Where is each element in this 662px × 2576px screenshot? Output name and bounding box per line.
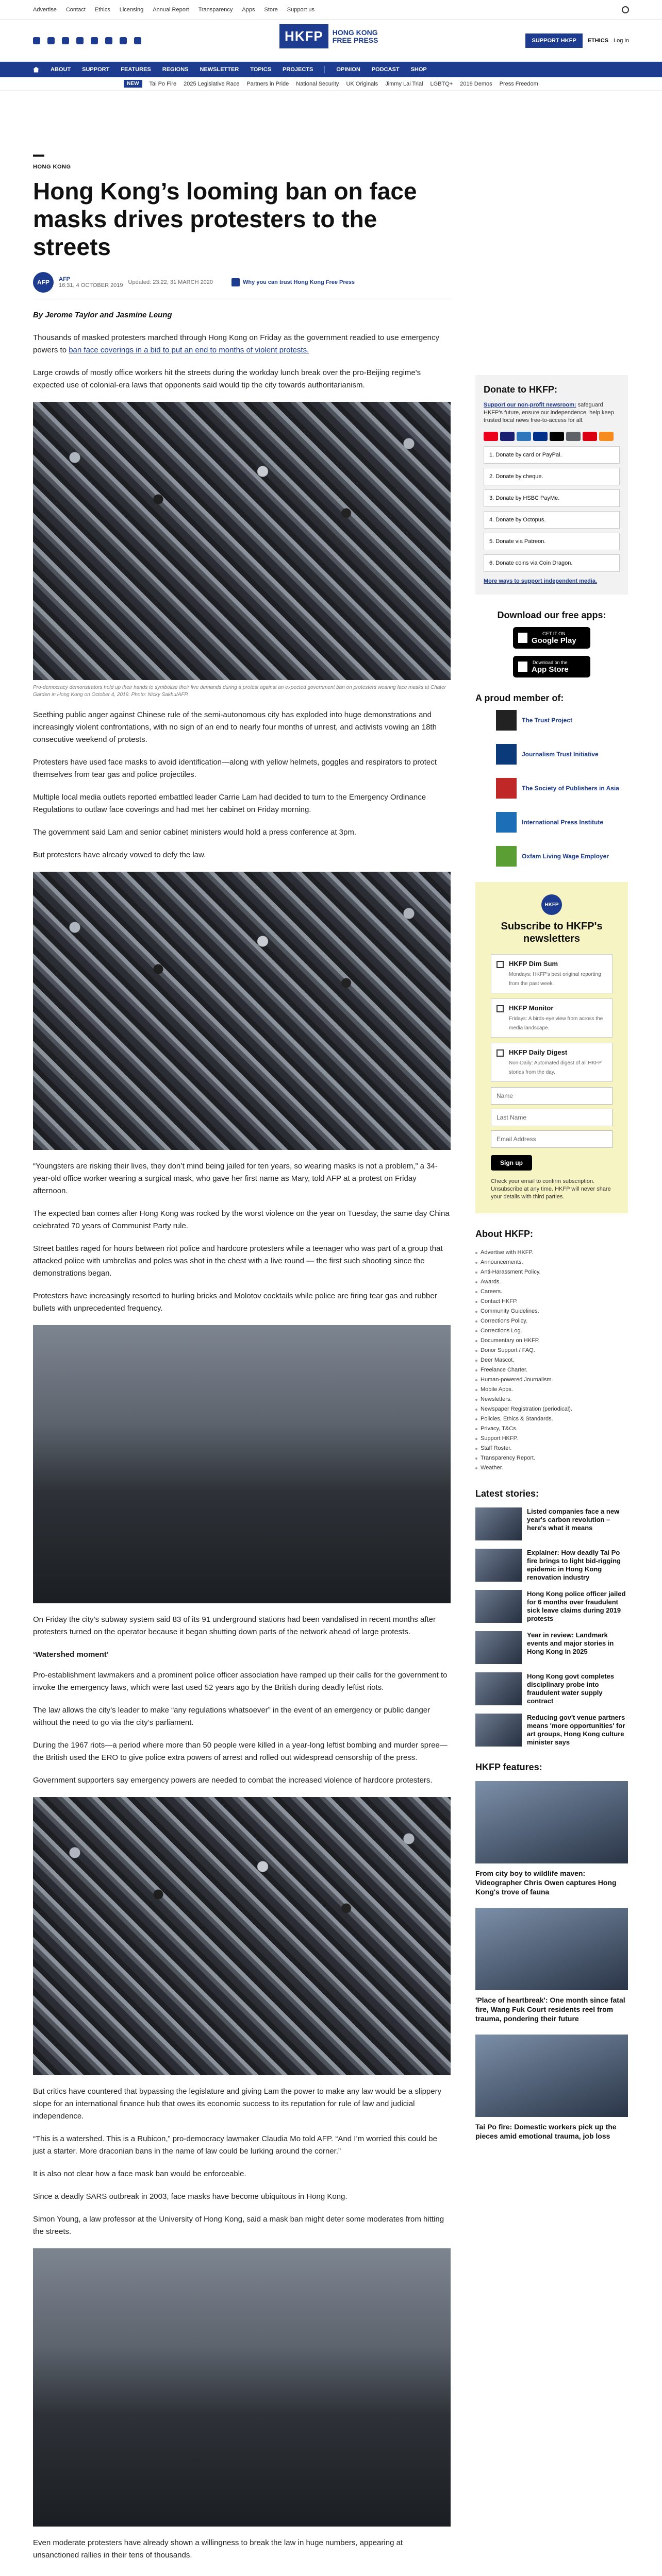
feature-title: Tai Po fire: Domestic workers pick up the pieces amid emotional trauma, job loss	[475, 2123, 617, 2140]
inline-link[interactable]: ban face coverings in a bid to put an end to months of violent protests.	[69, 346, 309, 354]
newsletter-option[interactable]	[491, 954, 613, 993]
trust-link[interactable]	[231, 278, 355, 286]
site-header	[0, 20, 662, 62]
about-link[interactable]: Mobile Apps.	[475, 1385, 628, 1395]
trending-tag[interactable]: Partners in Pride	[246, 80, 289, 87]
story-title: Listed companies face a new year's carbon revolution – here's what it means	[527, 1507, 620, 1532]
about-link[interactable]: Corrections Log.	[475, 1326, 628, 1336]
story-thumbnail	[475, 1590, 522, 1623]
story-thumbnail	[475, 1631, 522, 1664]
store-label	[532, 660, 569, 674]
about-link[interactable]: Freelance Charter.	[475, 1365, 628, 1375]
apps-widget	[475, 610, 628, 677]
about-link[interactable]: Newspaper Registration (periodical).	[475, 1404, 628, 1414]
story-title: Hong Kong govt completes disciplinary probe into fraudulent water supply contract	[527, 1672, 614, 1705]
latest-story[interactable]	[475, 1590, 628, 1623]
latest-story[interactable]	[475, 1631, 628, 1664]
features-widget	[475, 1762, 628, 2141]
widget-title: Download our free apps:	[497, 610, 606, 620]
youtube-icon[interactable]	[76, 37, 84, 44]
paypal-icon	[533, 432, 548, 441]
paragraph: The government said Lam and senior cabinet ministers would hold a press conference at 3pm.	[33, 828, 357, 837]
login-link[interactable]: Log in	[614, 37, 629, 44]
newsletter-name: HKFP Dim Sum	[509, 960, 558, 968]
nav-item[interactable]: SUPPORT	[82, 66, 110, 73]
members-widget	[475, 693, 628, 867]
newsletter-option-text	[509, 1004, 607, 1032]
about-link[interactable]: Support HKFP.	[475, 1434, 628, 1444]
member-name: The Trust Project	[522, 717, 573, 724]
newsletter-option[interactable]	[491, 998, 613, 1038]
ethics-link[interactable]: ETHICS	[587, 37, 609, 44]
paragraph: On Friday the city’s subway system said 83 of its 91 underground stations had been vandalised in recent months after protesters turned on the operator because it began shutting down parts of the network ahead of large protests.	[33, 1615, 436, 1636]
app-store-button[interactable]	[513, 656, 590, 677]
payme-icon	[583, 432, 597, 441]
paragraph: Simon Young, a law professor at the University of Hong Kong, said a mask ban might deter some moderates from hitting the streets.	[33, 2215, 444, 2236]
about-list	[475, 1248, 628, 1473]
search-icon[interactable]	[622, 6, 629, 13]
main-nav	[0, 62, 662, 77]
utility-link[interactable]: Apps	[242, 6, 255, 13]
trending-bar	[0, 77, 662, 91]
article-title: Hong Kong’s looming ban on face masks drives protesters to the streets	[33, 178, 417, 260]
nav-item[interactable]: SHOP	[410, 66, 427, 73]
trending-tag[interactable]: Tai Po Fire	[149, 80, 177, 87]
nav-divider	[324, 66, 325, 73]
donate-text	[484, 401, 620, 425]
article-photo	[33, 1797, 451, 2075]
apple-icon	[518, 662, 527, 672]
widget-title: About HKFP:	[475, 1229, 533, 1239]
kicker-rule	[33, 155, 44, 157]
member-org[interactable]	[496, 778, 628, 799]
logo-line: HONG KONG	[332, 28, 378, 37]
about-link[interactable]: Awards.	[475, 1277, 628, 1287]
about-link[interactable]: Announcements.	[475, 1258, 628, 1267]
category-kicker[interactable]: HONG KONG	[33, 164, 71, 170]
logo-line: FREE PRESS	[332, 36, 378, 44]
nav-item[interactable]: TOPICS	[250, 66, 272, 73]
article-photo	[33, 872, 451, 1150]
paragraph: Protesters have used face masks to avoid identification—along with yellow helmets, goggles and respirators to protect themselves from tear gas and police projectiles.	[33, 758, 437, 779]
donate-widget	[475, 375, 628, 595]
paragraph: But protesters have already vowed to defy the law.	[33, 851, 206, 859]
story-thumbnail	[475, 1549, 522, 1582]
nav-item[interactable]: FEATURES	[121, 66, 151, 73]
utility-link[interactable]: Annual Report	[153, 6, 189, 13]
store-small: GET IT ON	[542, 631, 566, 636]
paragraph: Pro-establishment lawmakers and a prominent police officer association have ramped up their calls for the government to invoke the emergency laws, which were last used 52 years ago by the British during deadly leftist riots.	[33, 1671, 448, 1692]
utility-link[interactable]: Store	[264, 6, 278, 13]
utility-link[interactable]: Contact	[65, 6, 86, 13]
newsletter-desc: Non-Daily: Automated digest of all HKFP stories from the day.	[509, 1060, 602, 1075]
member-name: International Press Institute	[522, 819, 604, 826]
checkbox[interactable]	[496, 1005, 504, 1012]
checkbox[interactable]	[496, 1049, 504, 1057]
applepay-icon	[550, 432, 564, 441]
trust-label: Why you can trust Hong Kong Free Press	[243, 279, 355, 285]
newsletter-name: HKFP Monitor	[509, 1004, 554, 1012]
logo-mark: HKFP	[279, 24, 328, 48]
donate-option[interactable]: 2. Donate by cheque.	[484, 468, 620, 485]
nav-item[interactable]: NEWSLETTER	[200, 66, 239, 73]
mastercard-icon	[484, 432, 498, 441]
article-photo	[33, 402, 451, 680]
paragraph: Government supporters say emergency powers are needed to combat the increased violence of hardcore protesters.	[33, 1776, 433, 1785]
sopa-logo	[496, 778, 517, 799]
paragraph-text: Thousands of masked protesters marched through Hong Kong on Friday as the government readied to use emergency powers to	[33, 333, 439, 354]
site-logo[interactable]	[279, 24, 378, 48]
about-link[interactable]: Advertise with HKFP.	[475, 1248, 628, 1258]
story-thumbnail	[475, 1507, 522, 1540]
paragraph: It is also not clear how a face mask ban would be enforceable.	[33, 2170, 246, 2178]
trending-tag[interactable]: 2019 Demos	[460, 80, 492, 87]
about-link[interactable]: Anti-Harassment Policy.	[475, 1267, 628, 1277]
googlepay-icon	[566, 432, 581, 441]
name-field[interactable]: Name	[491, 1087, 613, 1105]
amex-icon	[517, 432, 531, 441]
trending-tag[interactable]: Jimmy Lai Trial	[385, 80, 423, 87]
widget-title: Latest stories:	[475, 1488, 539, 1499]
checkbox[interactable]	[496, 961, 504, 968]
widget-title: HKFP features:	[475, 1762, 542, 1772]
paragraph: During the 1967 riots—a period where more than 50 people were killed in a year-long leftist bombing and murder spree—the British used the ERO to give police extra powers of arrest and rolled out widespread censorship of the press.	[33, 1741, 448, 1762]
paragraph: “Youngsters are risking their lives, they don’t mind being jailed for ten years, so wearing masks is not a problem,” a 34-year-old office worker wearing a surgical mask, who gave her first name as Mary, told AFP at a protest on Friday afternoon.	[33, 1162, 438, 1195]
twitter-icon[interactable]	[47, 37, 55, 44]
about-link[interactable]: Transparency Report.	[475, 1453, 628, 1463]
google-play-button[interactable]	[513, 627, 590, 649]
paragraph: “This is a watershed. This is a Rubicon,” pro-democracy lawmaker Claudia Mo told AFP. “And I’m worried this could be just a starter. More draconian bans in the name of law could be lurking around the corner.”	[33, 2134, 437, 2156]
photo-caption: Pro-democracy demonstrators hold up their hands to symbolise their five demands during a protest against an expected government ban on protesters wearing face masks at Chater Garden in Hong Kong on October 4, 2019. Photo: Nicky Sakhu/AFP.	[33, 685, 446, 698]
feature-title: From city boy to wildlife maven: Videographer Chris Owen captures Hong Kong's trove of fauna	[475, 1869, 617, 1896]
newsletter-option-text	[509, 1048, 607, 1076]
latest-story[interactable]	[475, 1549, 628, 1582]
store-big: Google Play	[532, 636, 576, 645]
byline-meta	[59, 276, 123, 289]
paragraph: But critics have countered that bypassing the legislature and giving Lam the power to make any law would be a slippery slope for an international finance hub that owes its economic success to its reputation for rule of law and judicial independence.	[33, 2087, 442, 2121]
shield-icon	[231, 278, 240, 286]
donate-option[interactable]: 3. Donate by HSBC PayMe.	[484, 489, 620, 507]
paragraph: Even moderate protesters have already shown a willingness to break the law in huge numbers, appearing at unsanctioned rallies in their tens of thousands.	[33, 2538, 403, 2560]
member-org[interactable]	[496, 812, 628, 833]
story-title: Reducing gov't venue partners means 'more opportunities' for art groups, Hong Kong culture minister says	[527, 1714, 625, 1746]
widget-title: A proud member of:	[475, 693, 564, 703]
paragraph: Protesters have increasingly resorted to hurling bricks and Molotov cocktails while police are firing tear gas and rubber bullets with unprecedented frequency.	[33, 1292, 437, 1313]
jti-logo	[496, 744, 517, 765]
story-title: Explainer: How deadly Tai Po fire brings to light bid-rigging epidemic in Hong Kong renovation industry	[527, 1549, 621, 1581]
feature-story[interactable]	[475, 1908, 628, 2023]
last-name-field[interactable]: Last Name	[491, 1109, 613, 1126]
article-authors: By Jerome Taylor and Jasmine Leung	[33, 311, 172, 319]
newsletter-title: Subscribe to HKFP's newsletters	[501, 921, 603, 944]
donate-option[interactable]: 5. Donate via Patreon.	[484, 533, 620, 550]
instagram-icon[interactable]	[62, 37, 69, 44]
latest-widget	[475, 1488, 628, 1747]
donate-option[interactable]: 6. Donate coins via Coin Dragon.	[484, 554, 620, 572]
store-big: App Store	[532, 665, 569, 674]
newsletter-desc: Fridays: A birds-eye view from across the media landscape.	[509, 1016, 603, 1031]
about-link[interactable]: Policies, Ethics & Standards.	[475, 1414, 628, 1424]
paragraph: Large crowds of mostly office workers hit the streets during the workday lunch break over the pro-Beijing regime's expected use of colonial-era laws that opponents said would tip the city towards authoritarianism.	[33, 368, 421, 389]
about-link[interactable]: Privacy, T&Cs.	[475, 1424, 628, 1434]
utility-link[interactable]: Licensing	[119, 6, 144, 13]
newsletter-widget	[475, 882, 628, 1213]
donate-link[interactable]: Support our non-profit newsroom:	[484, 402, 576, 408]
article	[33, 155, 451, 2572]
utility-link[interactable]: Transparency	[198, 6, 233, 13]
publish-date: 16:31, 4 OCTOBER 2019	[59, 282, 123, 289]
nav-item[interactable]: PROJECTS	[283, 66, 313, 73]
new-badge: NEW	[124, 80, 142, 88]
trust-project-logo	[496, 710, 517, 731]
feature-story[interactable]	[475, 1781, 628, 1896]
utility-link[interactable]: Ethics	[94, 6, 110, 13]
paragraph: The expected ban comes after Hong Kong was rocked by the worst violence on the year on Tuesday, the same day China celebrated 70 years of Communist Party rule.	[33, 1209, 450, 1230]
about-link[interactable]: Donor Support / FAQ.	[475, 1346, 628, 1355]
updated-date: Updated: 23:22, 31 MARCH 2020	[128, 279, 213, 285]
linkedin-icon[interactable]	[91, 37, 98, 44]
home-icon[interactable]	[33, 67, 39, 73]
about-link[interactable]: Community Guidelines.	[475, 1307, 628, 1316]
visa-icon	[500, 432, 515, 441]
about-link[interactable]: Documentary on HKFP.	[475, 1336, 628, 1346]
feature-story[interactable]	[475, 2035, 628, 2141]
telegram-icon[interactable]	[105, 37, 112, 44]
trending-tag[interactable]: National Security	[296, 80, 339, 87]
feature-image	[475, 1908, 628, 1990]
member-org[interactable]	[496, 744, 628, 765]
store-label	[532, 631, 576, 645]
paragraph: Seething public anger against Chinese rule of the semi-autonomous city has exploded into huge demonstrations and increasingly violent confrontations, with no sign of an end to nearly four months of unrest, and activists vowing an 18th consecutive weekend of protests.	[33, 710, 437, 744]
latest-story[interactable]	[475, 1507, 628, 1540]
member-name: Oxfam Living Wage Employer	[522, 853, 609, 860]
nav-item[interactable]: PODCAST	[371, 66, 400, 73]
payment-methods	[484, 432, 620, 441]
widget-title: Donate to HKFP:	[484, 384, 557, 395]
paragraph: Street battles raged for hours between riot police and hardcore protesters while a teenager who was part of a group that attacked police with umbrellas and poles was shot in the chest with a live round — the first such shooting since the demonstrations began.	[33, 1244, 443, 1278]
newsletter-logo: HKFP	[541, 894, 562, 915]
latest-story[interactable]	[475, 1714, 628, 1747]
member-name: The Society of Publishers in Asia	[522, 785, 619, 792]
newsletter-option-text	[509, 960, 607, 988]
about-link[interactable]: Weather.	[475, 1463, 628, 1473]
facebook-icon[interactable]	[33, 37, 40, 44]
play-store-icon	[518, 633, 527, 643]
email-field[interactable]: Email Address	[491, 1130, 613, 1148]
ipi-logo	[496, 812, 517, 833]
about-link[interactable]: Human-powered Journalism.	[475, 1375, 628, 1385]
trending-tag[interactable]: 2025 Legislative Race	[184, 80, 240, 87]
about-link[interactable]: Corrections Policy.	[475, 1316, 628, 1326]
paragraph: Since a deadly SARS outbreak in 2003, face masks have become ubiquitous in Hong Kong.	[33, 2192, 347, 2201]
logo-text	[333, 29, 378, 44]
support-button[interactable]: SUPPORT HKFP	[525, 33, 582, 48]
nav-item[interactable]: OPINION	[336, 66, 360, 73]
nav-item[interactable]: REGIONS	[162, 66, 189, 73]
member-org[interactable]	[496, 846, 628, 867]
byline-author[interactable]: AFP	[59, 276, 70, 282]
newsletter-fineprint: Check your email to confirm subscription. Unsubscribe at any time. HKFP will never share your details with third parties.	[491, 1178, 611, 1200]
store-small: Download on the	[533, 659, 568, 665]
story-title: Hong Kong police officer jailed for 6 months over fraudulent sick leave claims during 2019 protests	[527, 1590, 626, 1622]
donate-description: safeguard HKFP's future, ensure our independence, help keep trusted local news free-to-access for all.	[484, 402, 614, 423]
sidebar	[475, 375, 628, 2156]
article-photo	[33, 1325, 451, 1603]
article-photo	[33, 2248, 451, 2527]
byline	[33, 272, 451, 299]
utility-link[interactable]: Advertise	[33, 6, 57, 13]
donate-option[interactable]: 4. Donate by Octopus.	[484, 511, 620, 529]
signup-button[interactable]: Sign up	[491, 1155, 532, 1171]
about-link[interactable]: Careers.	[475, 1287, 628, 1297]
latest-story[interactable]	[475, 1672, 628, 1705]
utility-links	[33, 7, 315, 13]
member-org[interactable]	[496, 710, 628, 731]
paragraph: The law allows the city’s leader to make “any regulations whatsoever” in the event of an emergency or public danger without the need to go via the city’s parliament.	[33, 1706, 431, 1727]
octopus-icon	[599, 432, 614, 441]
story-thumbnail	[475, 1672, 522, 1705]
about-widget	[475, 1229, 628, 1473]
newsletter-desc: Mondays: HKFP's best original reporting from the past week.	[509, 972, 601, 987]
paragraph: Multiple local media outlets reported embattled leader Carrie Lam had decided to turn to the Emergency Ordinance Regulations to outlaw face coverings and had met her cabinet on Friday morning.	[33, 793, 426, 814]
paragraph	[33, 332, 451, 357]
author-avatar[interactable]: AFP	[33, 272, 54, 293]
story-thumbnail	[475, 1714, 522, 1747]
subheading: ‘Watershed moment’	[33, 1650, 109, 1659]
feature-image	[475, 2035, 628, 2117]
trending-tag[interactable]: LGBTQ+	[430, 80, 453, 87]
utility-link[interactable]: Support us	[287, 6, 315, 13]
about-link[interactable]: Deer Mascot.	[475, 1355, 628, 1365]
about-link[interactable]: Contact HKFP.	[475, 1297, 628, 1307]
newsletter-name: HKFP Daily Digest	[509, 1048, 568, 1056]
oxfam-logo	[496, 846, 517, 867]
story-title: Year in review: Landmark events and major stories in Hong Kong in 2025	[527, 1631, 614, 1655]
email-icon[interactable]	[134, 37, 141, 44]
utility-bar	[0, 0, 662, 20]
trending-tag[interactable]: Press Freedom	[499, 80, 538, 87]
feature-title: 'Place of heartbreak': One month since fatal fire, Wang Fuk Court residents reel from trauma, pondering their future	[475, 1996, 625, 2023]
feature-image	[475, 1781, 628, 1863]
about-link[interactable]: Staff Roster.	[475, 1444, 628, 1453]
donate-option[interactable]: 1. Donate by card or PayPal.	[484, 446, 620, 464]
nav-item[interactable]: ABOUT	[51, 66, 71, 73]
member-name: Journalism Trust Initiative	[522, 751, 599, 758]
newsletter-option[interactable]	[491, 1043, 613, 1082]
about-link[interactable]: Newsletters.	[475, 1395, 628, 1404]
more-ways-link[interactable]: More ways to support independent media.	[484, 578, 598, 584]
rss-icon[interactable]	[120, 37, 127, 44]
header-actions	[525, 33, 629, 48]
social-links	[33, 37, 141, 44]
trending-tag[interactable]: UK Originals	[346, 80, 378, 87]
